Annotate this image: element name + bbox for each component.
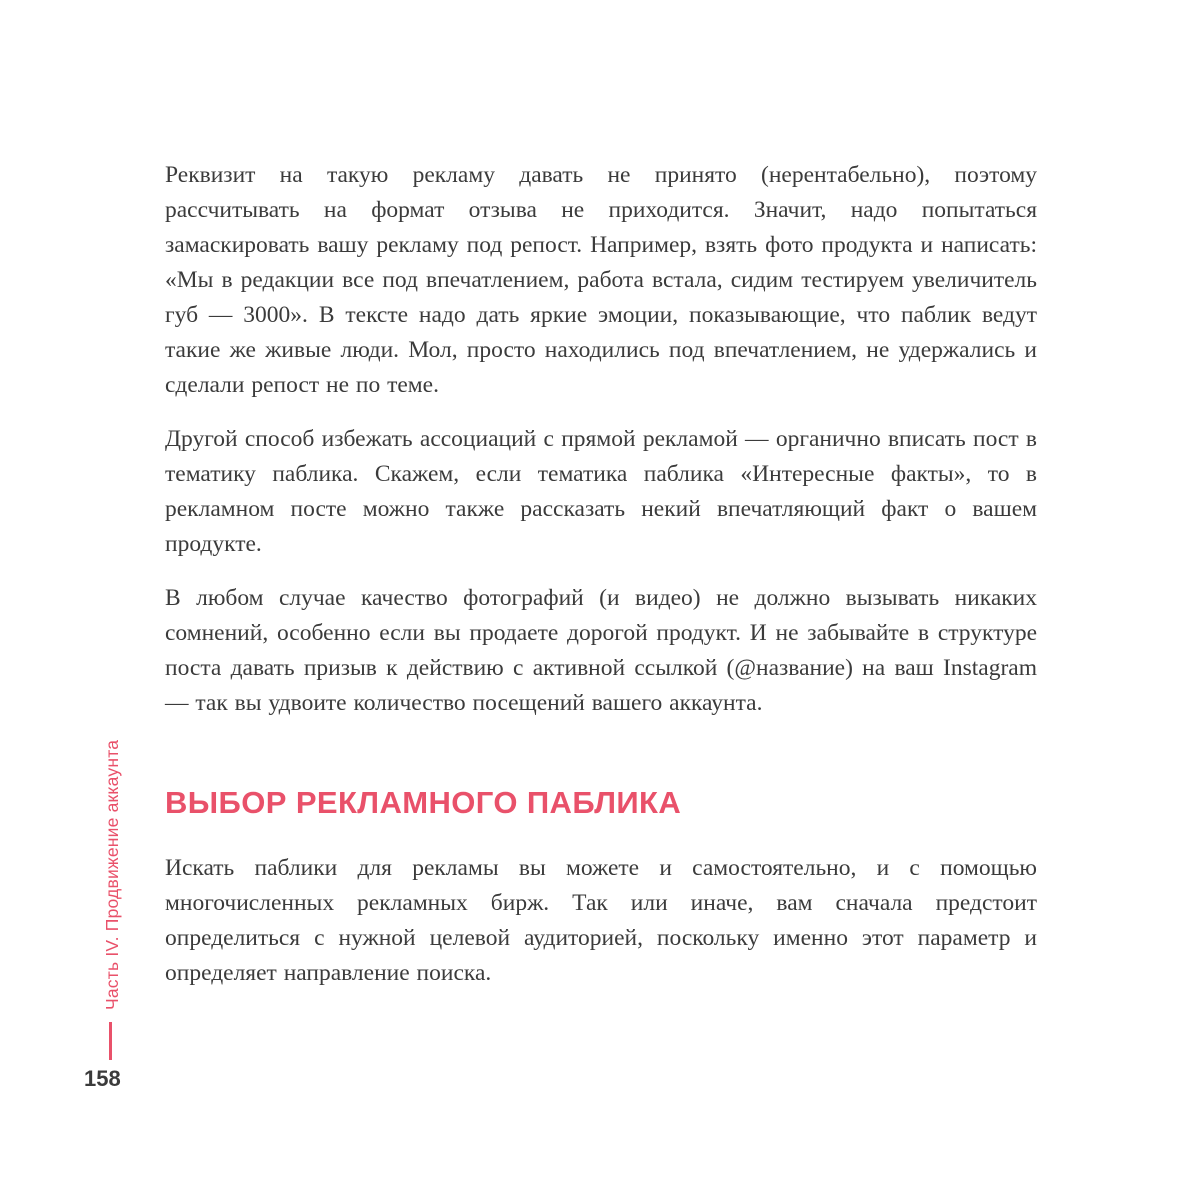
sidebar-rule (109, 1022, 112, 1060)
chapter-sidebar-label: Часть IV. Продвижение аккаунта (102, 739, 122, 1010)
page-number: 158 (84, 1066, 121, 1091)
body-paragraph: Искать паблики для рекламы вы можете и самостоятельно, и с помощью многочисленных рекламных бирж. Так или иначе, вам сначала предстоит определиться с нужной целевой аудиторией, поскольку именно этот параметр и определяет направление поиска. (165, 855, 1037, 986)
body-paragraph: Реквизит на такую рекламу давать не принято (нерентабельно), поэтому рассчитывать на формат отзыва не приходится. Значит, надо попытаться замаскировать вашу рекламу под репост. Например, взять фото продукта и написать: «Мы в редакции все под впечатлением, работа встала, сидим тестируем увеличитель губ — 3000». В тексте надо дать яркие эмоции, показывающие, что паблик ведут такие же живые люди. Мол, просто находились под впечатлением, не удержались и сделали репост не по теме. (165, 162, 1037, 398)
body-paragraph: Другой способ избежать ассоциаций с прямой рекламой — органично вписать пост в тематику паблика. Скажем, если тематика паблика «Интересные факты», то в рекламном посте можно также рассказать некий впечатляющий факт о вашем продукте. (165, 426, 1037, 557)
main-text-column (165, 158, 1037, 1010)
body-paragraph: В любом случае качество фотографий (и видео) не должно вызывать никаких сомнений, особенно если вы продаете дорогой продукт. И не забывайте в структуре поста давать призыв к действию с активной ссылкой (@название) на ваш Instagram — так вы удвоите количество посещений вашего аккаунта. (165, 585, 1037, 716)
section-heading: ВЫБОР РЕКЛАМНОГО ПАБЛИКА (165, 785, 682, 820)
